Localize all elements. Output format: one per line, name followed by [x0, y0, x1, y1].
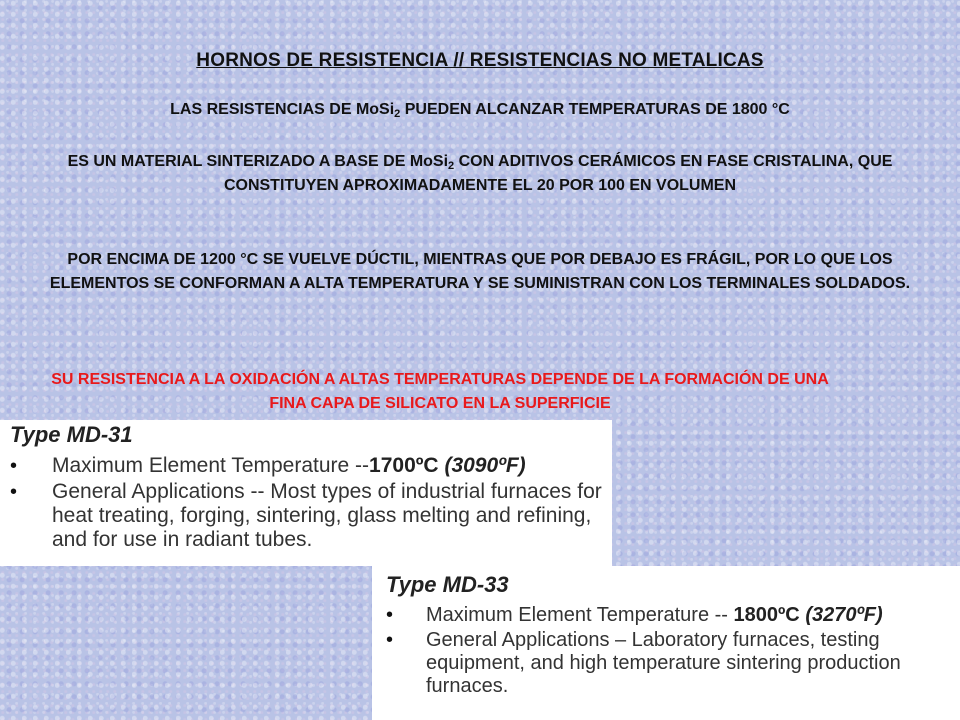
md33-bullet-list	[372, 604, 960, 700]
md31-temp-label: Maximum Element Temperature --	[52, 454, 370, 477]
bullet-icon: •	[10, 481, 18, 503]
md33-temp-f: (3270ºF)	[805, 604, 883, 626]
paragraph-ductility: POR ENCIMA DE 1200 °C SE VUELVE DÚCTIL, MIENTRAS QUE POR DEBAJO ES FRÁGIL, POR LO QUE LOS ELEMENTOS SE CONFORMAN A ALTA TEMPERATURA Y SE SUMINISTRAN CON LOS TERMINALES SOLDADOS.	[49, 251, 911, 292]
bullet-icon: •	[10, 455, 18, 477]
md31-spec-card	[0, 420, 612, 566]
md31-title: Type MD-31	[10, 422, 133, 447]
md33-apps-item	[372, 629, 960, 698]
md31-apps-item	[0, 480, 612, 552]
bullet-icon: •	[386, 604, 394, 626]
md33-spec-card	[372, 566, 960, 720]
md31-bullet-list	[0, 454, 612, 554]
md33-temp-c: 1800ºC	[733, 604, 800, 626]
p1-subscript: 2	[394, 108, 401, 120]
paragraph-mosi2-temperature	[40, 98, 920, 122]
md31-temp-f: (3090ºF)	[444, 454, 526, 477]
md33-apps-text: General Applications – Laboratory furnaces, testing equipment, and high temperature sintering production furnaces.	[426, 629, 901, 697]
slide-title: HORNOS DE RESISTENCIA // RESISTENCIAS NO METALICAS	[196, 50, 764, 71]
p2-subscript: 2	[448, 160, 455, 172]
md31-apps-text: General Applications -- Most types of industrial furnaces for heat treating, forging, sintering, glass melting and refining, and for use in radiant tubes.	[52, 480, 602, 551]
paragraph-sintered-material	[40, 150, 920, 198]
p1-text-after: PUEDEN ALCANZAR TEMPERATURAS DE 1800 °C	[400, 101, 790, 118]
p2-text-before: ES UN MATERIAL SINTERIZADO A BASE DE MoSi	[67, 153, 449, 170]
p2-text-after: CON ADITIVOS CERÁMICOS EN FASE CRISTALINA, QUE CONSTITUYEN APROXIMADAMENTE EL 20 POR 100 EN VOLUMEN	[223, 153, 893, 194]
md31-temp-item	[0, 454, 612, 478]
md33-title: Type MD-33	[386, 572, 509, 597]
oxidation-note: SU RESISTENCIA A LA OXIDACIÓN A ALTAS TEMPERATURAS DEPENDE DE LA FORMACIÓN DE UNA FINA CAPA DE SILICATO EN LA SUPERFICIE	[51, 371, 829, 412]
md33-temp-label: Maximum Element Temperature --	[426, 604, 734, 626]
p1-text-before: LAS RESISTENCIAS DE MoSi	[170, 101, 395, 118]
bullet-icon: •	[386, 629, 394, 651]
md33-temp-item	[372, 604, 960, 627]
md31-temp-c: 1700ºC	[369, 454, 439, 477]
